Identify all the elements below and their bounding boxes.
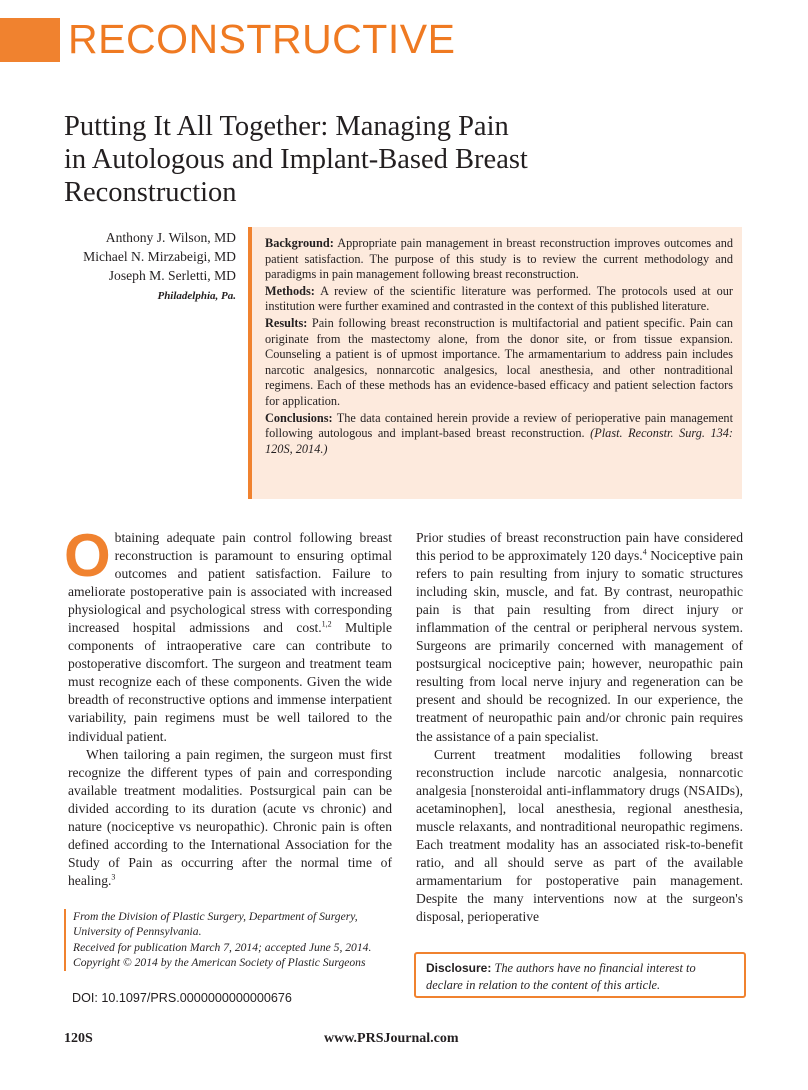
drop-cap: O bbox=[64, 522, 111, 589]
abstract-label: Background: bbox=[265, 236, 334, 250]
author-name: Michael N. Mirzabeigi, MD bbox=[83, 249, 236, 264]
footnote-copyright: Copyright © 2014 by the American Society of Plastic Surgeons bbox=[73, 956, 366, 970]
abstract-box bbox=[248, 227, 742, 499]
title-line: Putting It All Together: Managing Pain bbox=[64, 111, 509, 142]
body-paragraph bbox=[416, 746, 743, 926]
abstract-background bbox=[265, 236, 733, 283]
body-paragraph bbox=[64, 522, 392, 746]
abstract-results bbox=[265, 316, 733, 410]
abstract-citation: (Plast. Reconstr. Surg. 134: 120S, 2014.) bbox=[265, 426, 733, 456]
reference-marker: 4 bbox=[642, 547, 647, 557]
abstract-label: Results: bbox=[265, 315, 308, 330]
article-title bbox=[64, 110, 704, 209]
abstract-text: Appropriate pain management in breast reconstruction improves outcomes and patient satisfaction. The purpose of this study is to review the current methodology and paradigms in pain management following breast reconstruction. bbox=[265, 236, 733, 282]
body-paragraph bbox=[416, 529, 743, 746]
abstract-label: Methods: bbox=[265, 283, 315, 298]
abstract-text: The data contained herein provide a review of perioperative pain management following autologous and implant-based breast reconstruction. bbox=[265, 410, 733, 441]
doi-text: DOI: 10.1097/PRS.0000000000000676 bbox=[72, 991, 292, 1005]
footnote-received: Received for publication March 7, 2014; accepted June 5, 2014. bbox=[73, 940, 372, 954]
body-text: Prior studies of breast reconstruction pain have considered this period to be approximately 120 days. bbox=[416, 530, 743, 564]
author-name: Joseph M. Serletti, MD bbox=[108, 268, 236, 283]
journal-url[interactable]: www.PRSJournal.com bbox=[324, 1031, 459, 1046]
section-label: RECONSTRUCTIVE bbox=[68, 16, 456, 62]
body-text: btaining adequate pain control following breast reconstruction is paramount to ensuring optimal outcomes and patient satisfaction. Failure to ameliorate postoperative pain is associated with increased physiological and psychological stress with corresponding increased hospital admissions and cost. bbox=[68, 530, 392, 636]
author-location: Philadelphia, Pa. bbox=[157, 290, 236, 302]
disclosure-text: The authors have no financial interest to declare in relation to the content of this article. bbox=[426, 961, 696, 992]
reference-marker: 3 bbox=[111, 872, 116, 882]
abstract-label: Conclusions: bbox=[265, 410, 333, 425]
author-list bbox=[40, 228, 236, 306]
body-text: Nociceptive pain refers to pain resulting from injury to somatic structures including skin, muscle, and fat. By contrast, neuropathic pain is that pain resulting from direct injury or inflammation of the central or peripheral nervous system. Surgeons are primarily concerned with management of postsurgical nociceptive pain; however, neuropathic pain resulting from local nerve injury and regeneration can be present and should be recognized. In our experience, the treatment of neuropathic pain and/or chronic pain requires the assistance of a pain specialist. bbox=[416, 548, 743, 744]
footnote-division: From the Division of Plastic Surgery, Department of Surgery, University of Pennsylvania. bbox=[73, 910, 358, 939]
body-text: Current treatment modalities following breast reconstruction include narcotic analgesia, nonnarcotic analgesia [nonsteroidal anti-inflammatory drugs (NSAIDs), acetaminophen], local anesthesia, regional anesthesia, muscle relaxants, and nontraditional neuropathic regimens. Each treatment modality has an associated risk-to-benefit ratio, and all should serve as part of the available armamentarium for postoperative pain management. Despite the many interventions now at the surgeon's disposal, perioperative bbox=[416, 746, 743, 924]
disclosure-label: Disclosure: bbox=[426, 961, 492, 975]
body-paragraph bbox=[68, 746, 392, 890]
author-name: Anthony J. Wilson, MD bbox=[105, 230, 236, 245]
abstract-text: Pain following breast reconstruction is multifactorial and patient specific. Pain can originate from the mastectomy alone, from the donor site, or from tissue expansion. Counseling a patient is of upmost importance. The armamentarium to address pain includes narcotic analgesics, nonnarcotic analgesics, local anesthesia, and other nontraditional regimens. Each of these methods has an evidence-based efficacy and patient selection factors for application. bbox=[265, 315, 733, 408]
abstract-conclusions bbox=[265, 411, 733, 458]
section-color-bar bbox=[0, 18, 60, 62]
title-line: Reconstruction bbox=[64, 177, 237, 208]
disclosure-box bbox=[414, 952, 746, 998]
body-text: When tailoring a pain regimen, the surgeon must first recognize the different types of pain and corresponding available treatment modalities. Postsurgical pain can be divided according to its duration (acute vs chronic) and nature (nociceptive vs neuropathic). Chronic pain is often defined according to the International Association for the Study of Pain as occurring after the normal time of healing. bbox=[68, 746, 392, 888]
article-footnote bbox=[64, 909, 396, 971]
body-column-left bbox=[64, 522, 392, 890]
reference-marker: 1,2 bbox=[321, 619, 332, 629]
abstract-methods bbox=[265, 284, 733, 315]
body-column-right bbox=[416, 529, 743, 926]
title-line: in Autologous and Implant-Based Breast bbox=[64, 144, 528, 175]
abstract-text: A review of the scientific literature was performed. The protocols used at our institution were further examined and contrasted in the context of this published literature. bbox=[265, 283, 733, 314]
page-number: 120S bbox=[64, 1031, 93, 1046]
body-text: Multiple components of intraoperative care can contribute to postoperative discomfort. The surgeon and treatment team must recognize each of these components. Given the wide breadth of reconstructive options and immense interpatient variability, pain regimens must be well tailored to the individual patient. bbox=[68, 620, 392, 744]
